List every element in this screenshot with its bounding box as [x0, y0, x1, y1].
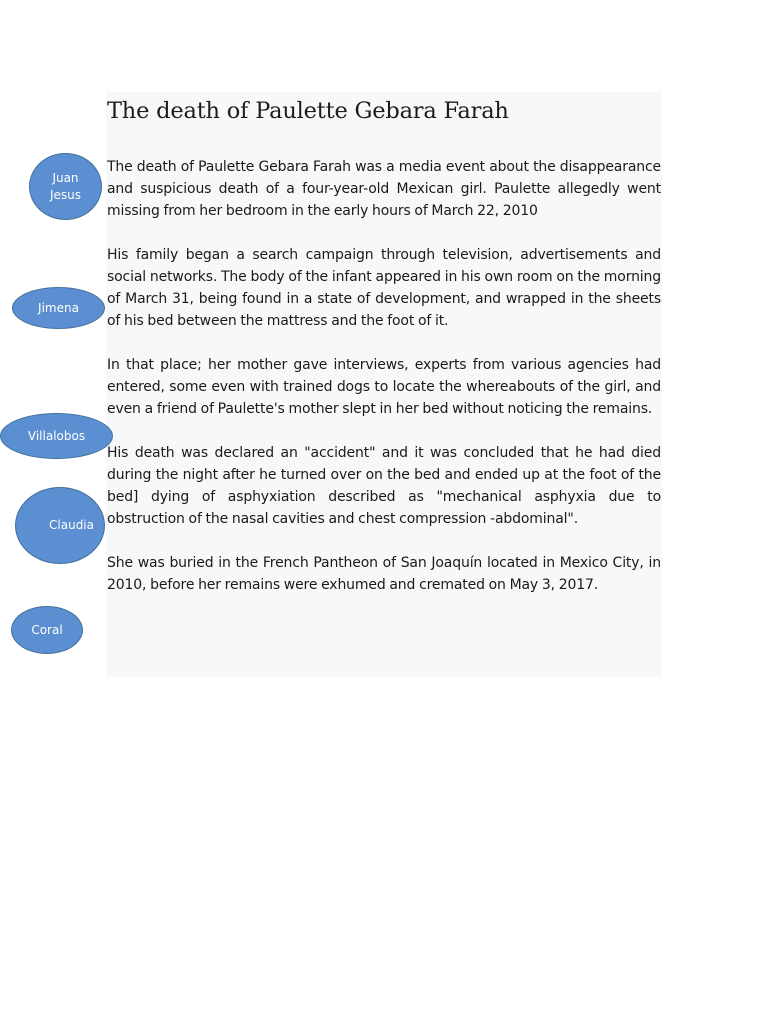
paragraph-2: His family began a search campaign through television, advertisements and social networks. The body of the infant appeared in his own room on the morning of March 31, being found in a state of development, and wrapped in the sheets of his bed between the mattress and the foot of it.	[107, 247, 661, 329]
document-title: The death of Paulette Gebara Farah	[107, 98, 509, 124]
name-bubble-jimena: Jimena	[12, 287, 105, 329]
name-bubble-villalobos: Villalobos	[0, 413, 113, 459]
paragraph-3: In that place; her mother gave interviews, experts from various agencies had entered, some even with trained dogs to locate the whereabouts of the girl, and even a friend of Paulette's mother slept in her bed without noticing the remains.	[107, 357, 661, 417]
name-bubble-juan-jesus: Juan Jesus	[29, 153, 102, 220]
name-bubble-claudia: Claudia	[15, 487, 105, 564]
paragraph-4: His death was declared an "accident" and it was concluded that he had died during the night after he turned over on the bed and ended up at the foot of the bed] dying of asphyxiation described as "mechanical asphyxia due to obstruction of the nasal cavities and chest compression -abdominal".	[107, 445, 661, 527]
paragraph-1: The death of Paulette Gebara Farah was a media event about the disappearance and suspicious death of a four-year-old Mexican girl. Paulette allegedly went missing from her bedroom in the early hours of March 22, 2010	[107, 159, 661, 219]
document-body	[107, 156, 661, 618]
name-bubble-coral: Coral	[11, 606, 83, 654]
paragraph-5: She was buried in the French Pantheon of San Joaquín located in Mexico City, in 2010, before her remains were exhumed and cremated on May 3, 2017.	[107, 555, 661, 593]
